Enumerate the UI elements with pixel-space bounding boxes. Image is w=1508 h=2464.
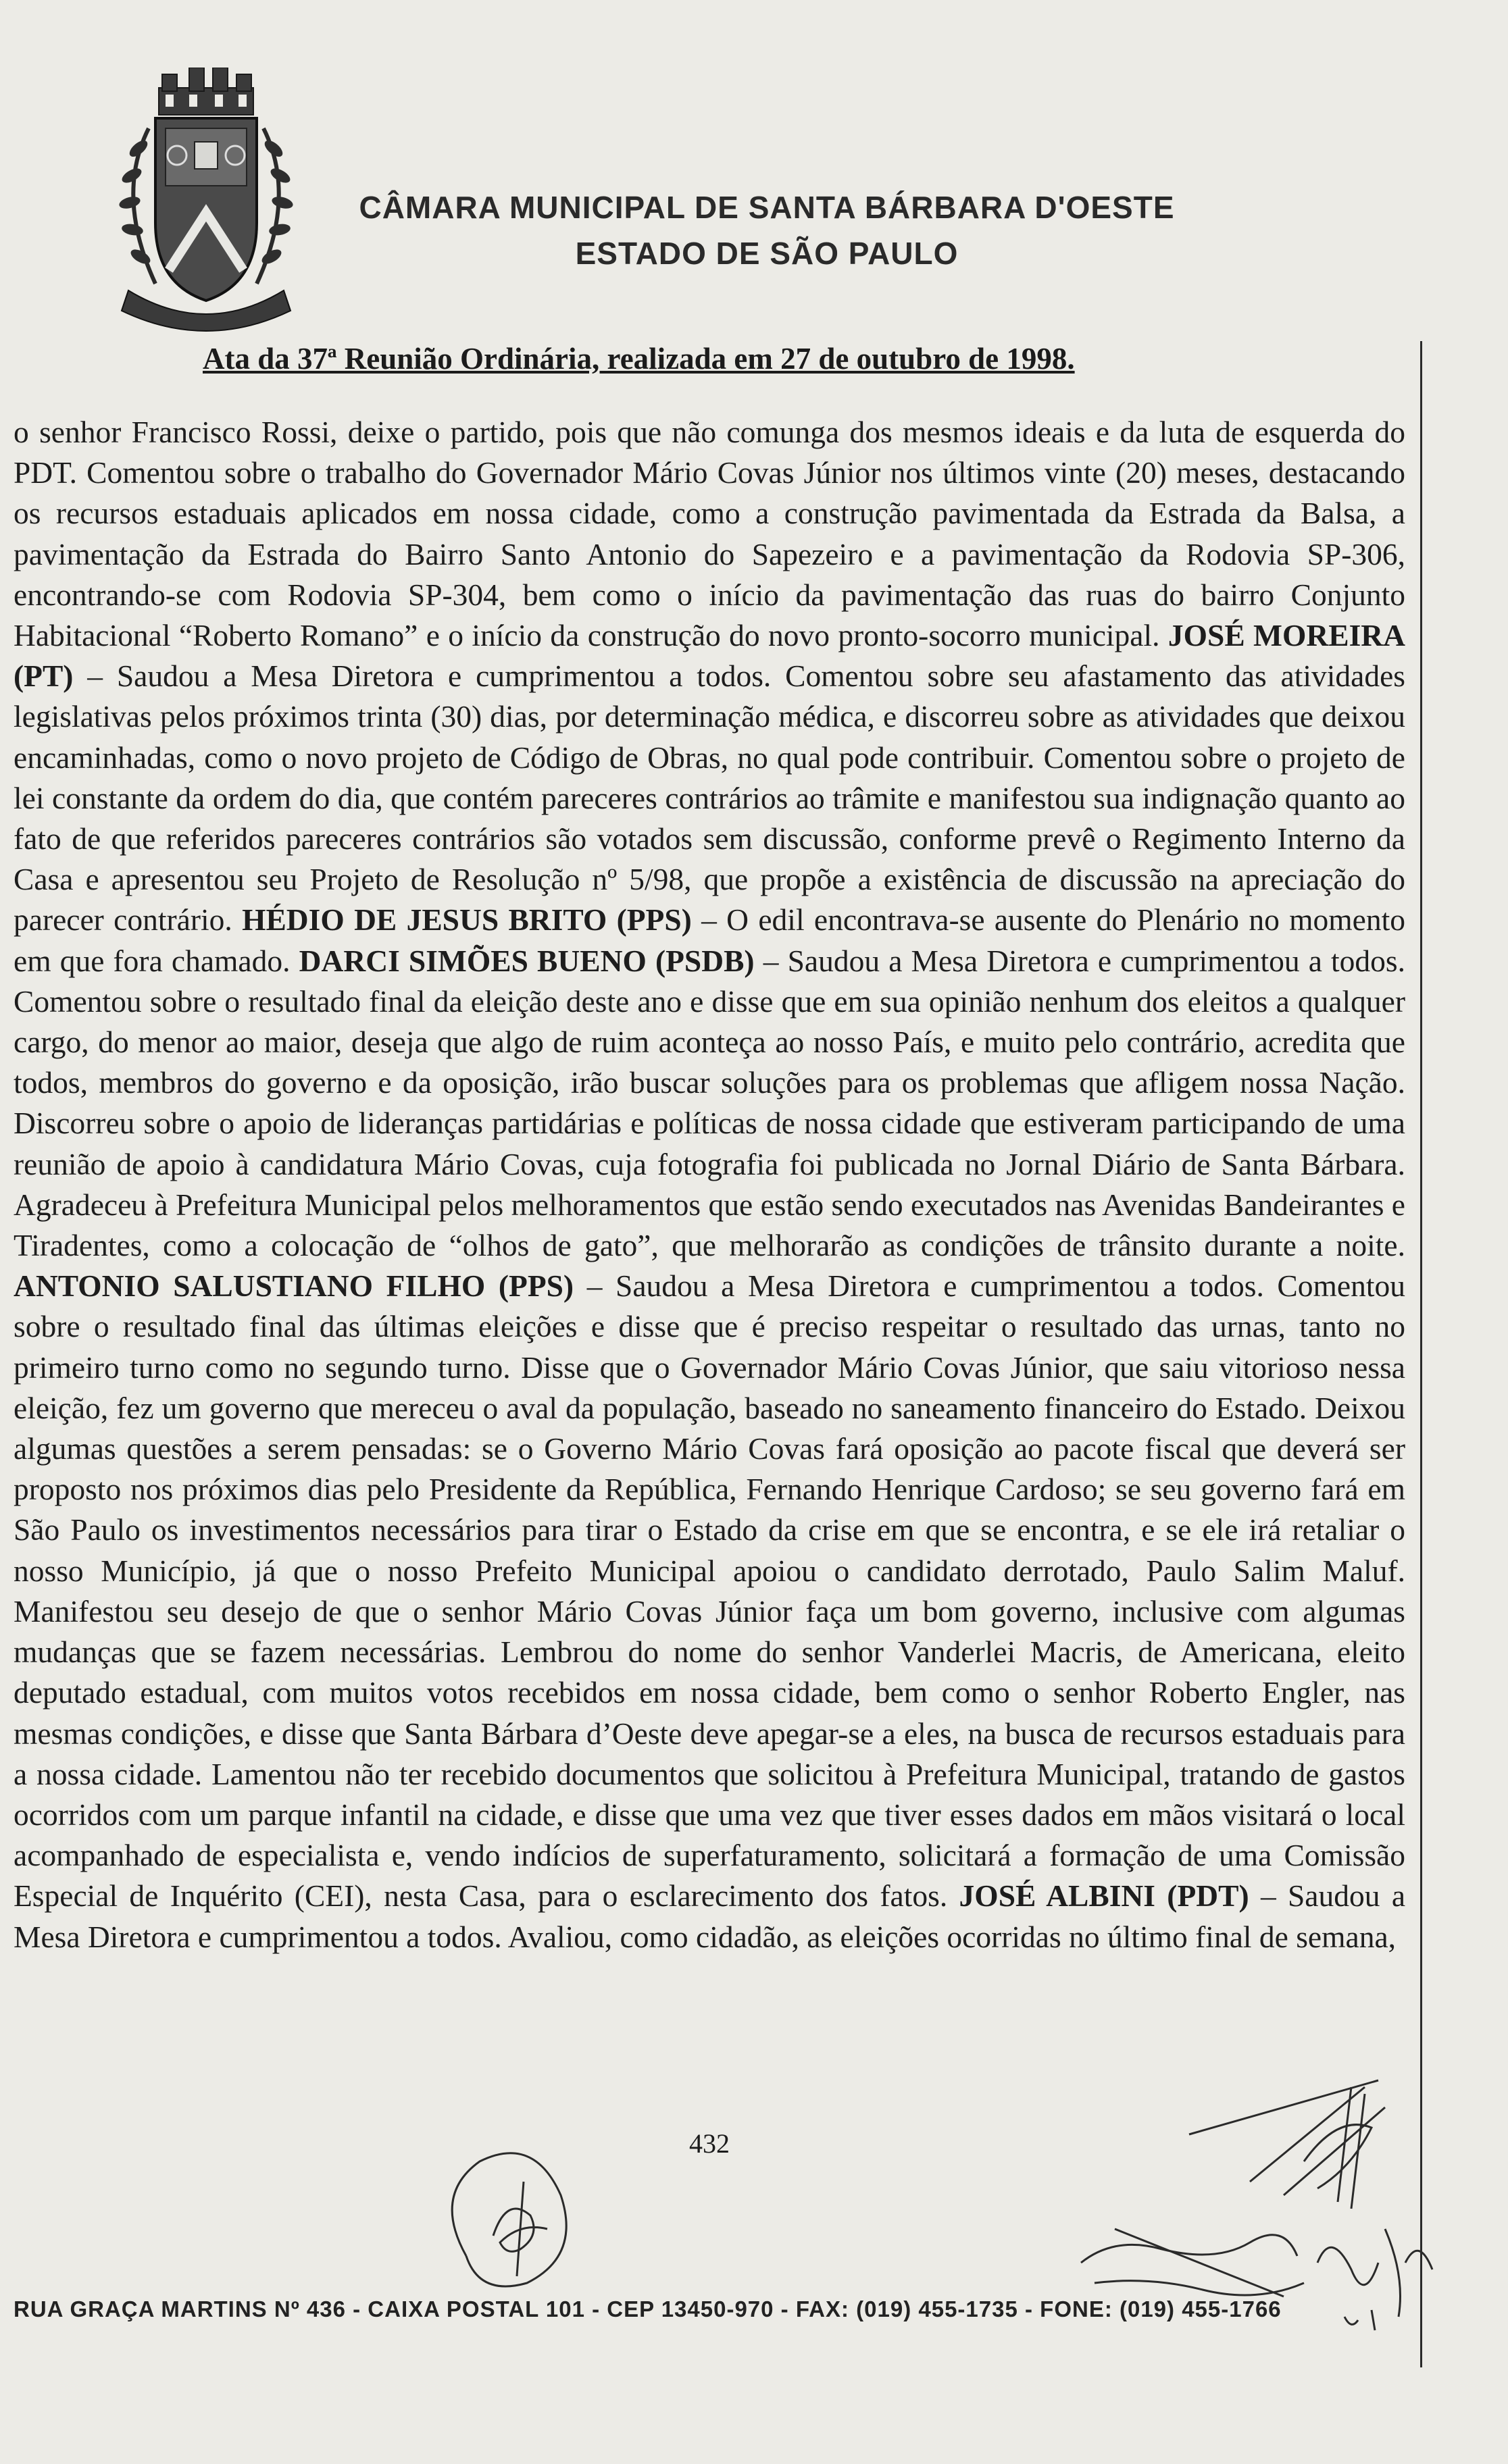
page-number: 432 bbox=[689, 2128, 730, 2159]
paragraph-text: – Saudou a Mesa Diretora e cumprimentou a todos. Comentou sobre o resultado final da eleição deste ano e disse que em sua opinião nenhum dos eleitos a qualquer cargo, do menor ao maior, deseja que algo de ruim aconteça ao nosso País, e muito pelo contrário, acredita que todos, membros do governo e da oposição, irão buscar soluções para os problemas que afligem nossa Nação. Discorreu sobre o apoio de lideranças partidárias e políticas de nossa cidade que estiveram participando de uma reunião de apoio à candidatura Mário Covas, cuja fotografia foi publicada no Jornal Diário de Santa Bárbara. Agradeceu à Prefeitura Municipal pelos melhoramentos que estão sendo executados nas Avenidas Bandeirantes e Tiradentes, como a colocação de “olhos de gato”, que melhorarão as condições de trânsito durante a noite. bbox=[14, 943, 1405, 1263]
institution-name: CÂMARA MUNICIPAL DE SANTA BÁRBARA D'OESTE bbox=[359, 190, 1175, 225]
paragraph-text: – Saudou a Mesa Diretora e cumprimentou a todos. Comentou sobre seu afastamento das atividades legislativas pelos próximos trinta (30) dias, por determinação médica, e discorreu sobre as atividades que deixou encaminhadas, como o novo projeto de Código de Obras, no qual pode contribuir. Comentou sobre o projeto de lei constante da ordem do dia, que contém pareceres contrários ao trâmite e manifestou sua indignação quanto ao fato de que referidos pareceres contrários são votados sem discussão, conforme prevê o Regimento Interno da Casa e apresentou seu Projeto de Resolução nº 5/98, que propõe a existência de discussão na apreciação do parecer contrário. bbox=[14, 659, 1405, 938]
paragraph-text: – Saudou a Mesa Diretora e cumprimentou a todos. Avaliou, como cidadão, as eleições ocorridas no último final de semana, bbox=[14, 1878, 1406, 1954]
coat-of-arms-icon bbox=[101, 68, 311, 338]
speaker-name: ANTONIO SALUSTIANO FILHO (PPS) bbox=[14, 1268, 574, 1304]
paragraph-text: – O edil encontrava-se ausente do Plenário no momento em que fora chamado. bbox=[14, 902, 1406, 978]
address-footer: RUA GRAÇA MARTINS Nº 436 - CAIXA POSTAL 101 - CEP 13450-970 - FAX: (019) 455-1735 - FONE: (019) 455-1766 bbox=[14, 2296, 1282, 2321]
paragraph-text: o senhor Francisco Rossi, deixe o partido, pois que não comunga dos mesmos ideais e da luta de esquerda do PDT. Comentou sobre o trabalho do Governador Mário Covas Júnior nos últimos vinte (20) meses, destacando os recursos estaduais aplicados em nossa cidade, como a construção pavimentada da Estrada da Balsa, a pavimentação da Estrada do Bairro Santo Antonio do Sapezeiro e a pavimentação da Rodovia SP-306, encontrando-se com Rodovia SP-304, bem como o início da pavimentação das ruas do bairro Conjunto Habitacional “Roberto Romano” e o início da construção do novo pronto-socorro municipal. bbox=[14, 415, 1405, 653]
minutes-body bbox=[14, 412, 1405, 1957]
speaker-name: JOSÉ ALBINI (PDT) bbox=[959, 1878, 1249, 1914]
speaker-name: DARCI SIMÕES BUENO (PSDB) bbox=[299, 943, 755, 978]
minutes-title: Ata da 37ª Reunião Ordinária, realizada em 27 de outubro de 1998. bbox=[203, 342, 1075, 376]
speaker-name: JOSÉ MOREIRA (PT) bbox=[14, 618, 1406, 694]
paragraph-text: – Saudou a Mesa Diretora e cumprimentou a todos. Comentou sobre o resultado final das últimas eleições e disse que é preciso respeitar o resultado das urnas, tanto no primeiro turno como no segundo turno. Disse que o Governador Mário Covas Júnior, que saiu vitorioso nessa eleição, fez um governo que mereceu o aval da população, baseado no saneamento financeiro do Estado. Deixou algumas questões a serem pensadas: se o Governo Mário Covas fará oposição ao pacote fiscal que deverá ser proposto nos próximos dias pelo Presidente da República, Fernando Henrique Cardoso; se seu governo fará em São Paulo os investimentos necessários para tirar o Estado da crise em que se encontra, e se ele irá retaliar o nosso Município, já que o nosso Prefeito Municipal apoiou o candidato derrotado, Paulo Salim Maluf. Manifestou seu desejo de que o senhor Mário Covas Júnior faça um bom governo, inclusive com algumas mudanças que se fazem necessárias. Lembrou do nome do senhor Vanderlei Macris, de Americana, eleito deputado estadual, com muitos votos recebidos em nossa cidade, bem como o senhor Roberto Engler, nas mesmas condições, e disse que Santa Bárbara d’Oeste deve apegar-se a eles, na busca de recursos estaduais para a nossa cidade. Lamentou não ter recebido documentos que solicitou à Prefeitura Municipal, tratando de gastos ocorridos com um parque infantil na cidade, e disse que uma vez que tiver esses dados em mãos visitará o local acompanhado de especialista e, vendo indícios de superfaturamento, solicitará a formação de uma Comissão Especial de Inquérito (CEI), nesta Casa, para o esclarecimento dos fatos. bbox=[14, 1268, 1405, 1914]
speaker-name: HÉDIO DE JESUS BRITO (PPS) bbox=[242, 902, 692, 938]
state-name: ESTADO DE SÃO PAULO bbox=[575, 236, 959, 271]
institution-header bbox=[311, 189, 1223, 272]
